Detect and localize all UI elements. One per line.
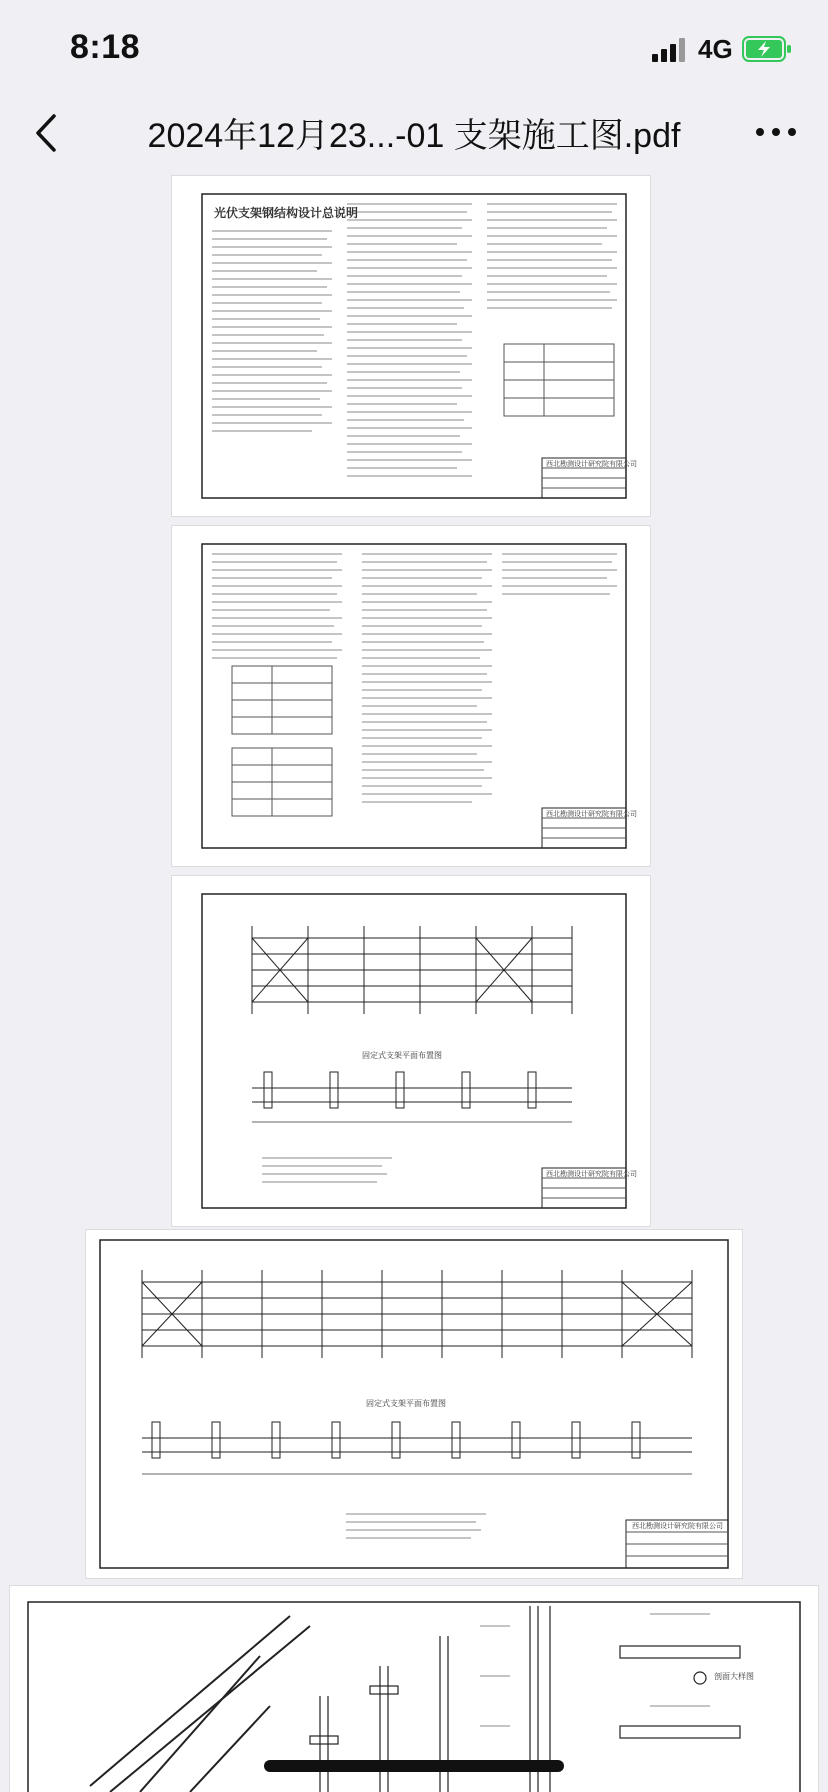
signal-icon <box>652 38 688 62</box>
sheet-heading: 光伏支架钢结构设计总说明 <box>214 206 359 220</box>
drawing-caption: 固定式支架平面布置图 <box>362 1051 442 1060</box>
nav-bar <box>0 100 828 166</box>
status-bar <box>0 0 828 100</box>
drawing-caption: 剖面大样图 <box>714 1672 754 1681</box>
pdf-page-1[interactable] <box>172 176 650 516</box>
pdf-page-2[interactable] <box>172 526 650 866</box>
company-name: 西北勘测设计研究院有限公司 <box>632 1523 723 1530</box>
chevron-left-icon[interactable] <box>28 108 68 158</box>
document-title: 2024年12月23...-01 支架施工图.pdf <box>147 117 681 155</box>
company-name: 西北勘测设计研究院有限公司 <box>546 461 637 468</box>
network-type: 4G <box>698 34 733 64</box>
home-indicator <box>264 1760 564 1772</box>
company-name: 西北勘测设计研究院有限公司 <box>546 1171 637 1178</box>
drawing-caption: 固定式支架平面布置图 <box>366 1399 446 1408</box>
status-time: 8:18 <box>70 28 141 66</box>
company-name: 西北勘测设计研究院有限公司 <box>546 811 637 818</box>
ellipsis-icon[interactable] <box>748 112 804 152</box>
pdf-page-3[interactable] <box>172 876 650 1226</box>
pdf-page-4[interactable] <box>86 1230 742 1578</box>
battery-icon <box>742 36 792 62</box>
